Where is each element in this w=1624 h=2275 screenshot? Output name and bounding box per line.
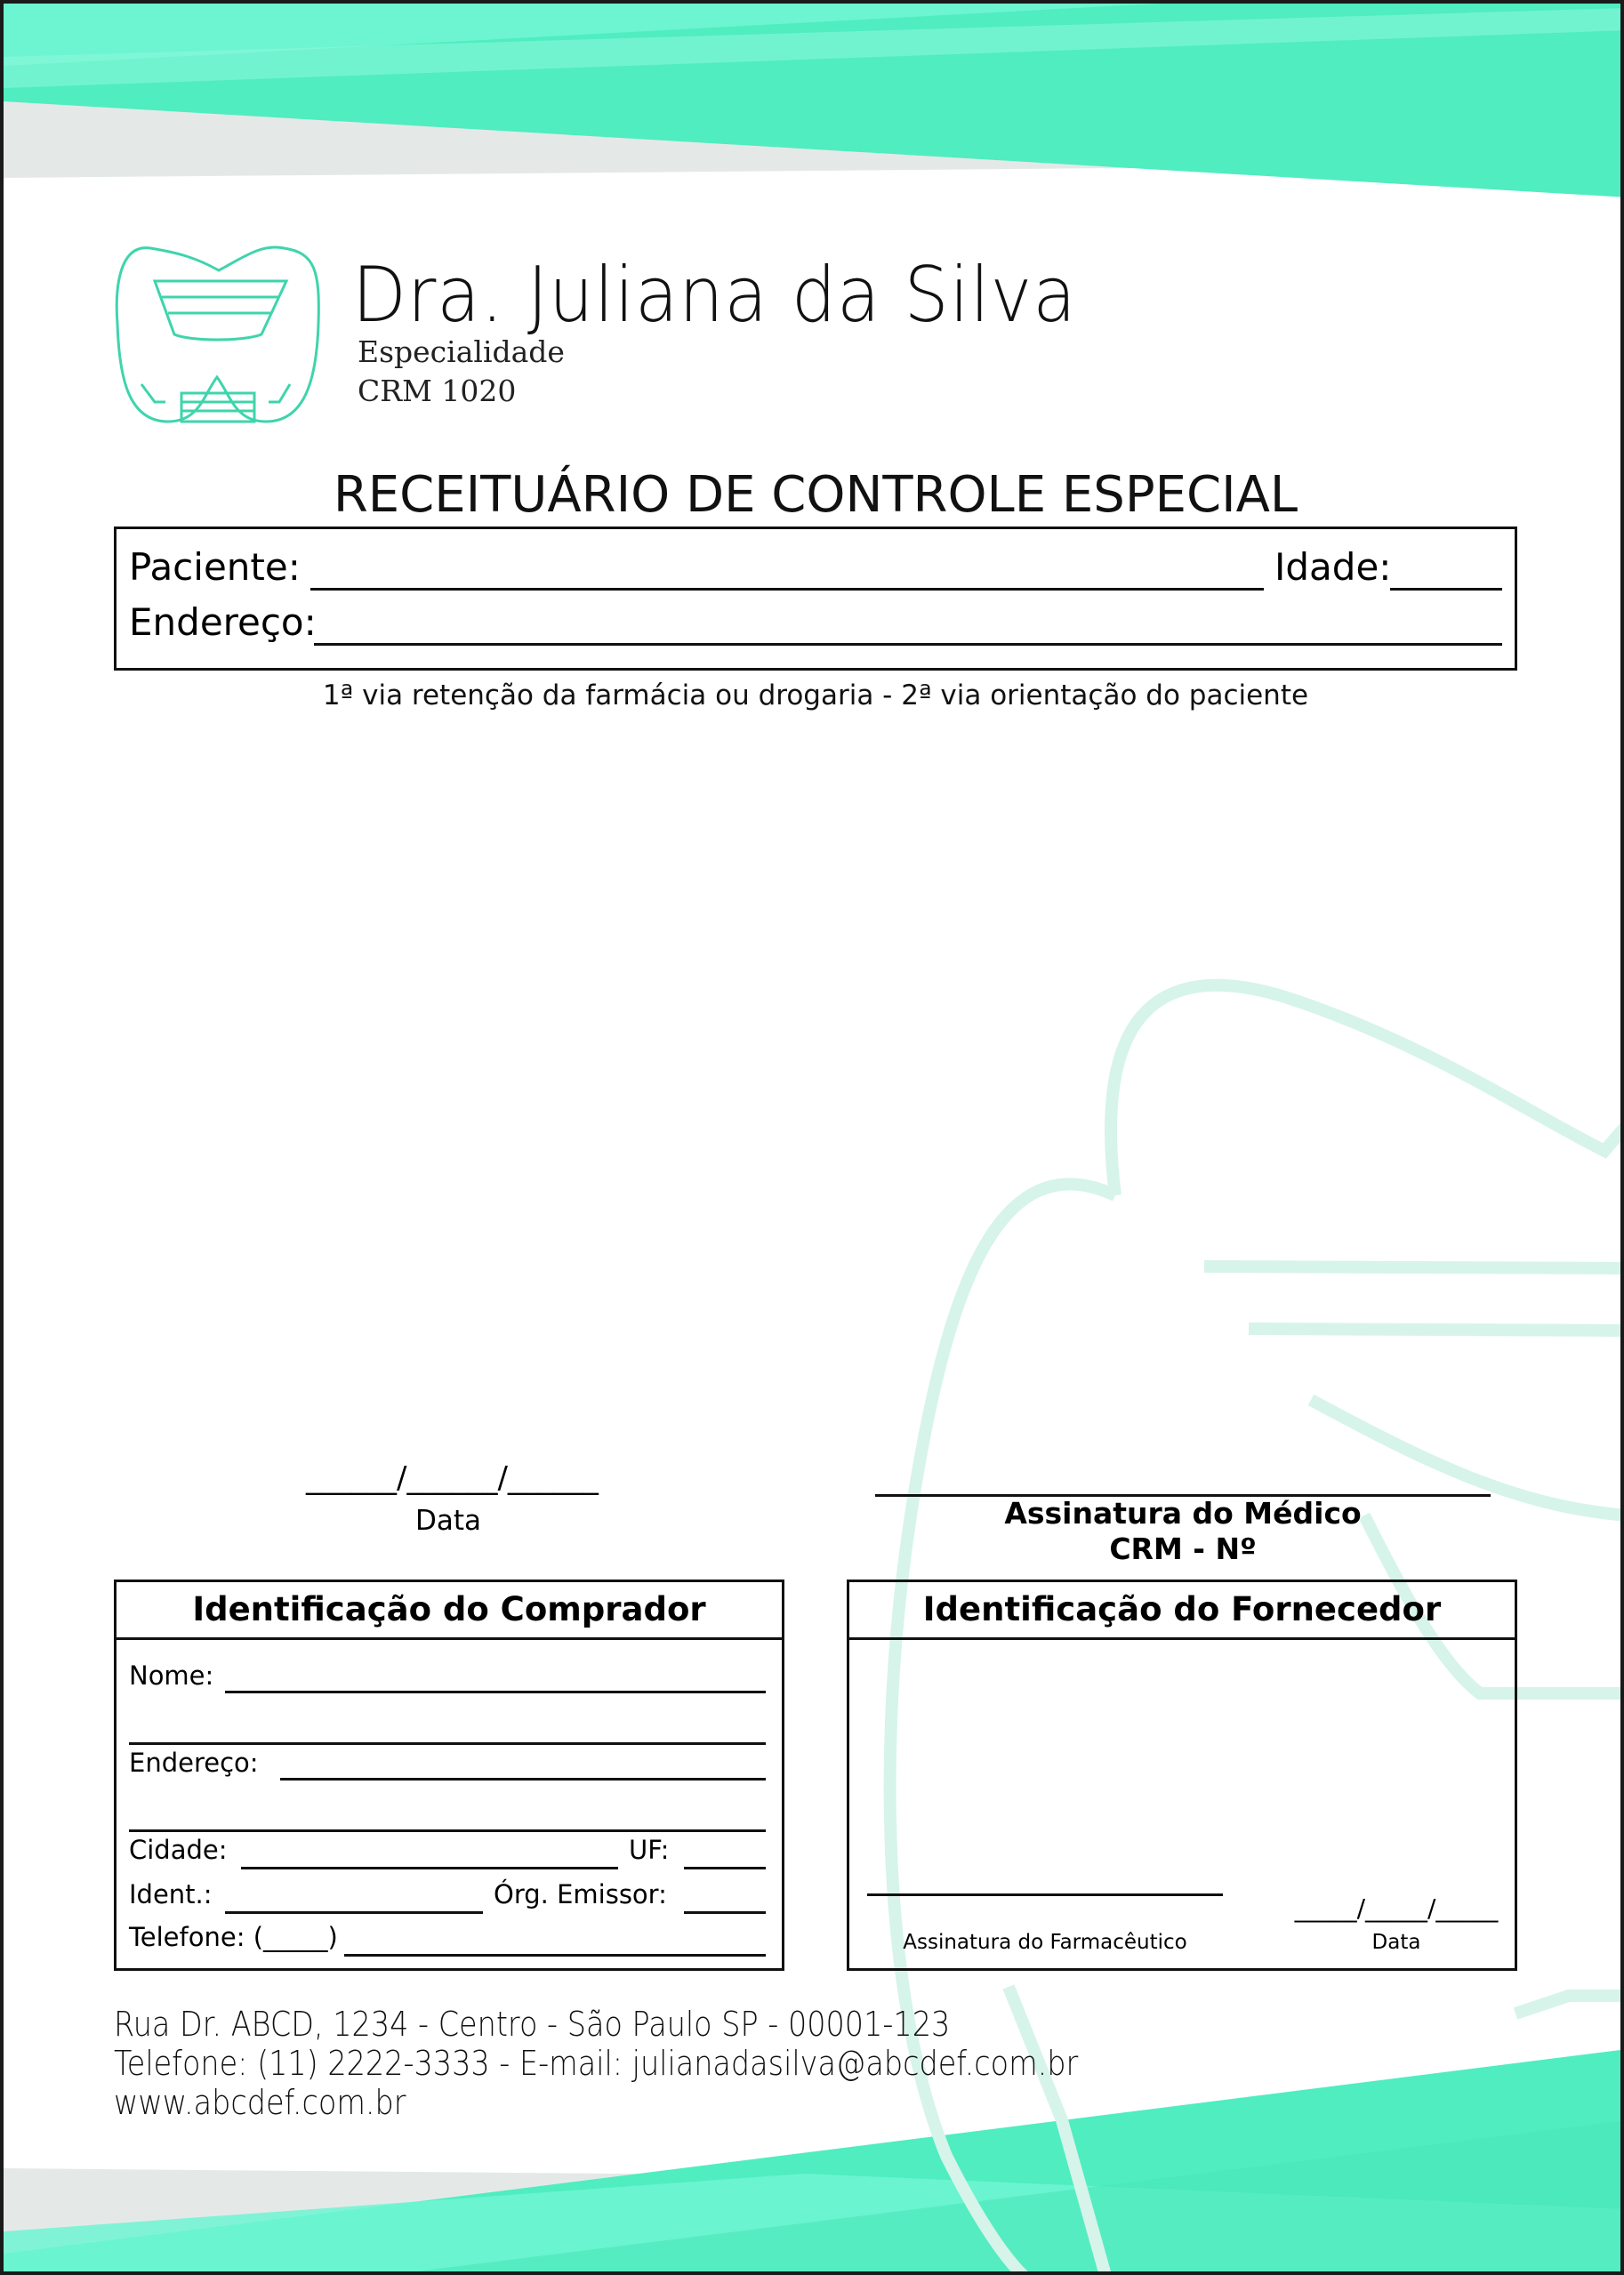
patient-label: Paciente: (129, 545, 301, 589)
address-field[interactable] (314, 602, 1502, 646)
buyer-address-label: Endereço: (129, 1748, 259, 1778)
footer-contact: Telefone: (11) 2222-3333 - E-mail: julianadasilva@abcdef.com.br (114, 2044, 1079, 2083)
footer-website: www.abcdef.com.br (114, 2083, 406, 2122)
doctor-name: Dra. Juliana da Silva (352, 251, 1077, 340)
form-title: RECEITUÁRIO DE CONTROLE ESPECIAL (333, 466, 1298, 524)
buyer-city-label: Cidade: (129, 1835, 228, 1865)
doctor-signature-label: Assinatura do Médico (1004, 1496, 1362, 1531)
tooth-logo (117, 247, 318, 422)
buyer-phone-field[interactable] (344, 1920, 766, 1957)
pharmacist-signature-label: Assinatura do Farmacêutico (903, 1931, 1187, 1954)
supplier-title: Identificação do Fornecedor (849, 1582, 1515, 1640)
buyer-org-label: Órg. Emissor: (494, 1879, 667, 1909)
doctor-crm: CRM 1020 (358, 374, 517, 408)
doctor-signature-line[interactable] (875, 1459, 1491, 1497)
age-label: Idade: (1274, 545, 1392, 589)
via-note: 1ª via retenção da farmácia ou drogaria - 2ª via orientação do paciente (322, 679, 1309, 711)
address-label: Endereço: (129, 600, 317, 644)
crm-number-label: CRM - Nº (1109, 1531, 1257, 1566)
buyer-uf-label: UF: (629, 1835, 670, 1865)
buyer-org-field[interactable] (684, 1877, 766, 1914)
supplier-date-blank[interactable]: _____/_____/_____ (1294, 1893, 1499, 1923)
supplier-box (847, 1580, 1517, 1971)
patient-field[interactable] (310, 547, 1264, 591)
buyer-ident-label: Ident.: (129, 1879, 213, 1909)
date-label: Data (414, 1505, 482, 1537)
pharmacist-signature-line[interactable] (867, 1858, 1223, 1896)
buyer-box (114, 1580, 784, 1971)
age-field[interactable] (1390, 547, 1502, 591)
doctor-specialty: Especialidade (358, 334, 565, 369)
buyer-phone-label: Telefone: (_____) (129, 1922, 338, 1952)
buyer-ident-field[interactable] (225, 1877, 483, 1914)
buyer-name-label: Nome: (129, 1660, 214, 1691)
buyer-address-field-2[interactable] (129, 1796, 766, 1832)
buyer-title: Identificação do Comprador (117, 1582, 782, 1640)
footer-address: Rua Dr. ABCD, 1234 - Centro - São Paulo SP - 00001-123 (114, 2005, 951, 2044)
buyer-name-field[interactable] (225, 1657, 766, 1693)
buyer-uf-field[interactable] (684, 1833, 766, 1869)
buyer-city-field[interactable] (241, 1833, 618, 1869)
supplier-date-label: Data (1371, 1931, 1421, 1954)
date-blank[interactable]: ______/______/______ (306, 1460, 599, 1496)
patient-box (114, 527, 1517, 671)
buyer-address-field[interactable] (280, 1744, 766, 1781)
buyer-name-field-2[interactable] (129, 1708, 766, 1745)
